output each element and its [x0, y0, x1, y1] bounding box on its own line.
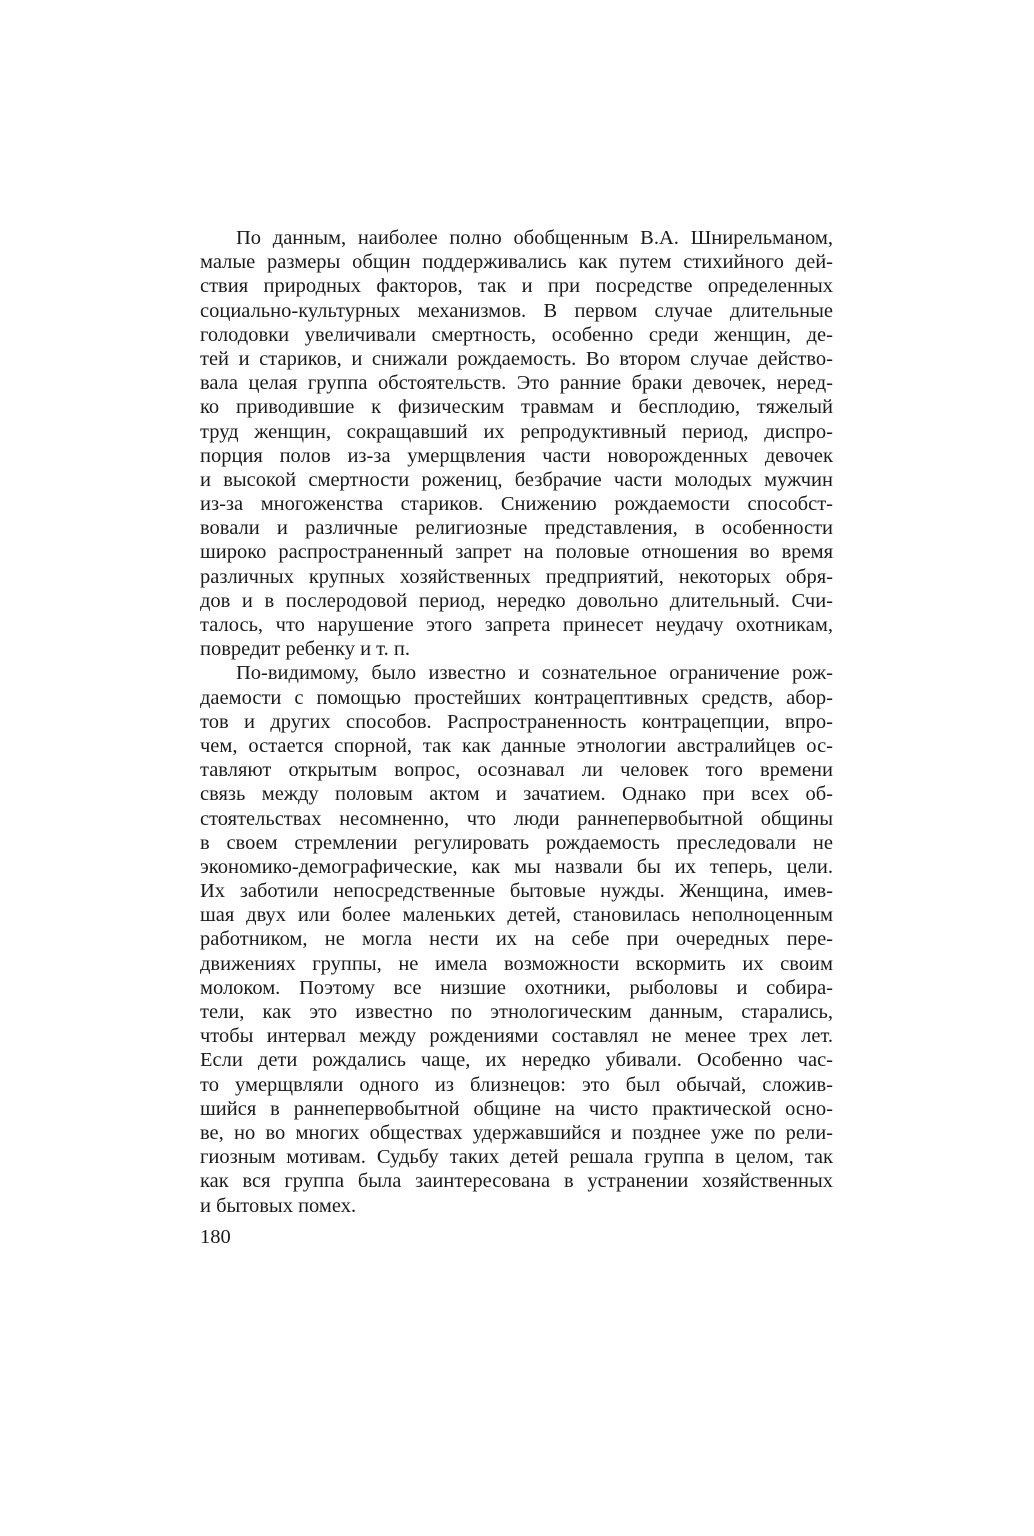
text-line: тели, как это известно по этнологическим данным, старались,: [200, 1001, 833, 1023]
page-number: 180: [200, 1226, 231, 1248]
text-line: шая двух или более маленьких детей, становилась неполноценным: [200, 904, 833, 927]
text-line: различных крупных хозяйственных предприятий, некоторых обря-: [200, 565, 833, 588]
text-line: голодовки увеличивали смертность, особенно среди женщин, де-: [200, 323, 833, 346]
paragraph-1: [200, 226, 833, 661]
text-line: связь между половым актом и зачатием. Однако при всех об-: [200, 783, 833, 806]
text-line: тей и стариков, и снижали рождаемость. Во втором случае действо-: [200, 347, 833, 370]
text-line: порция полов из-за умерщвления части новорожденных девочек: [200, 444, 833, 467]
text-line: чтобы интервал между рождениями составлял не менее трех лет.: [200, 1025, 833, 1048]
body-text: [200, 226, 833, 1218]
text-line: талось, что нарушение этого запрета принесет неудачу охотникам,: [200, 614, 833, 636]
text-line: из-за многоженства стариков. Снижению рождаемости способст-: [200, 493, 833, 516]
text-line: движениях группы, не имела возможности вскормить их своим: [200, 952, 833, 975]
text-line: даемости с помощью простейших контрацептивных средств, абор-: [200, 686, 833, 709]
text-line: тов и других способов. Распространенность контрацепции, впро-: [200, 710, 833, 733]
text-line: гиозным мотивам. Судьбу таких детей решала группа в целом, так: [200, 1146, 833, 1169]
text-line: тавляют открытым вопрос, осознавал ли человек того времени: [200, 759, 833, 782]
text-line: дов и в послеродовой период, нередко довольно длительный. Счи-: [200, 589, 833, 612]
text-line: молоком. Поэтому все низшие охотники, рыболовы и собира-: [200, 976, 833, 999]
text-line: то умерщвляли одного из близнецов: это был обычай, сложив-: [200, 1073, 833, 1096]
text-line: шийся в раннепервобытной общине на чисто практической осно-: [200, 1097, 833, 1120]
text-line: социально-культурных механизмов. В первом случае длительные: [200, 299, 833, 322]
text-line: По данным, наиболее полно обобщенным В.А. Шнирельманом,: [236, 227, 833, 249]
text-line: Если дети рождались чаще, их нередко убивали. Особенно час-: [200, 1049, 833, 1072]
text-line: труд женщин, сокращавший их репродуктивный период, диспро-: [200, 420, 833, 443]
text-line: чем, остается спорной, так как данные этнологии австралийцев ос-: [200, 734, 833, 757]
text-line: работником, не могла нести их на себе при очередных пере-: [200, 928, 833, 951]
text-line: в своем стремлении регулировать рождаемость преследовали не: [200, 831, 833, 854]
text-line: ко приводившие к физическим травмам и бесплодию, тяжелый: [200, 396, 833, 419]
text-line: вовали и различные религиозные представления, в особенности: [200, 517, 833, 540]
text-line: По-видимому, было известно и сознательное ограничение рож-: [236, 662, 833, 685]
text-line: экономико-демографические, как мы назвали бы их теперь, цели.: [200, 855, 833, 878]
text-line: ствия природных факторов, так и при посредстве определенных: [200, 275, 833, 298]
text-line: как вся группа была заинтересована в устранении хозяйственных: [200, 1170, 833, 1193]
paragraph-2: [200, 661, 833, 1217]
text-line: ве, но во многих обществах удержавшийся и позднее уже по рели-: [200, 1121, 833, 1144]
text-line: стоятельствах несомненно, что люди раннепервобытной общины: [200, 807, 833, 830]
text-line: широко распространенный запрет на половые отношения во время: [200, 541, 833, 564]
text-line: Их заботили непосредственные бытовые нужды. Женщина, имев-: [200, 880, 833, 903]
text-line: вала целая группа обстоятельств. Это ранние браки девочек, неред-: [200, 372, 833, 395]
text-line: и высокой смертности рожениц, безбрачие части молодых мужчин: [200, 468, 833, 491]
text-line: повредит ребенку и т. п.: [200, 638, 410, 661]
text-line: и бытовых помех.: [200, 1194, 357, 1217]
text-line: малые размеры общин поддерживались как путем стихийного дей-: [200, 251, 833, 274]
